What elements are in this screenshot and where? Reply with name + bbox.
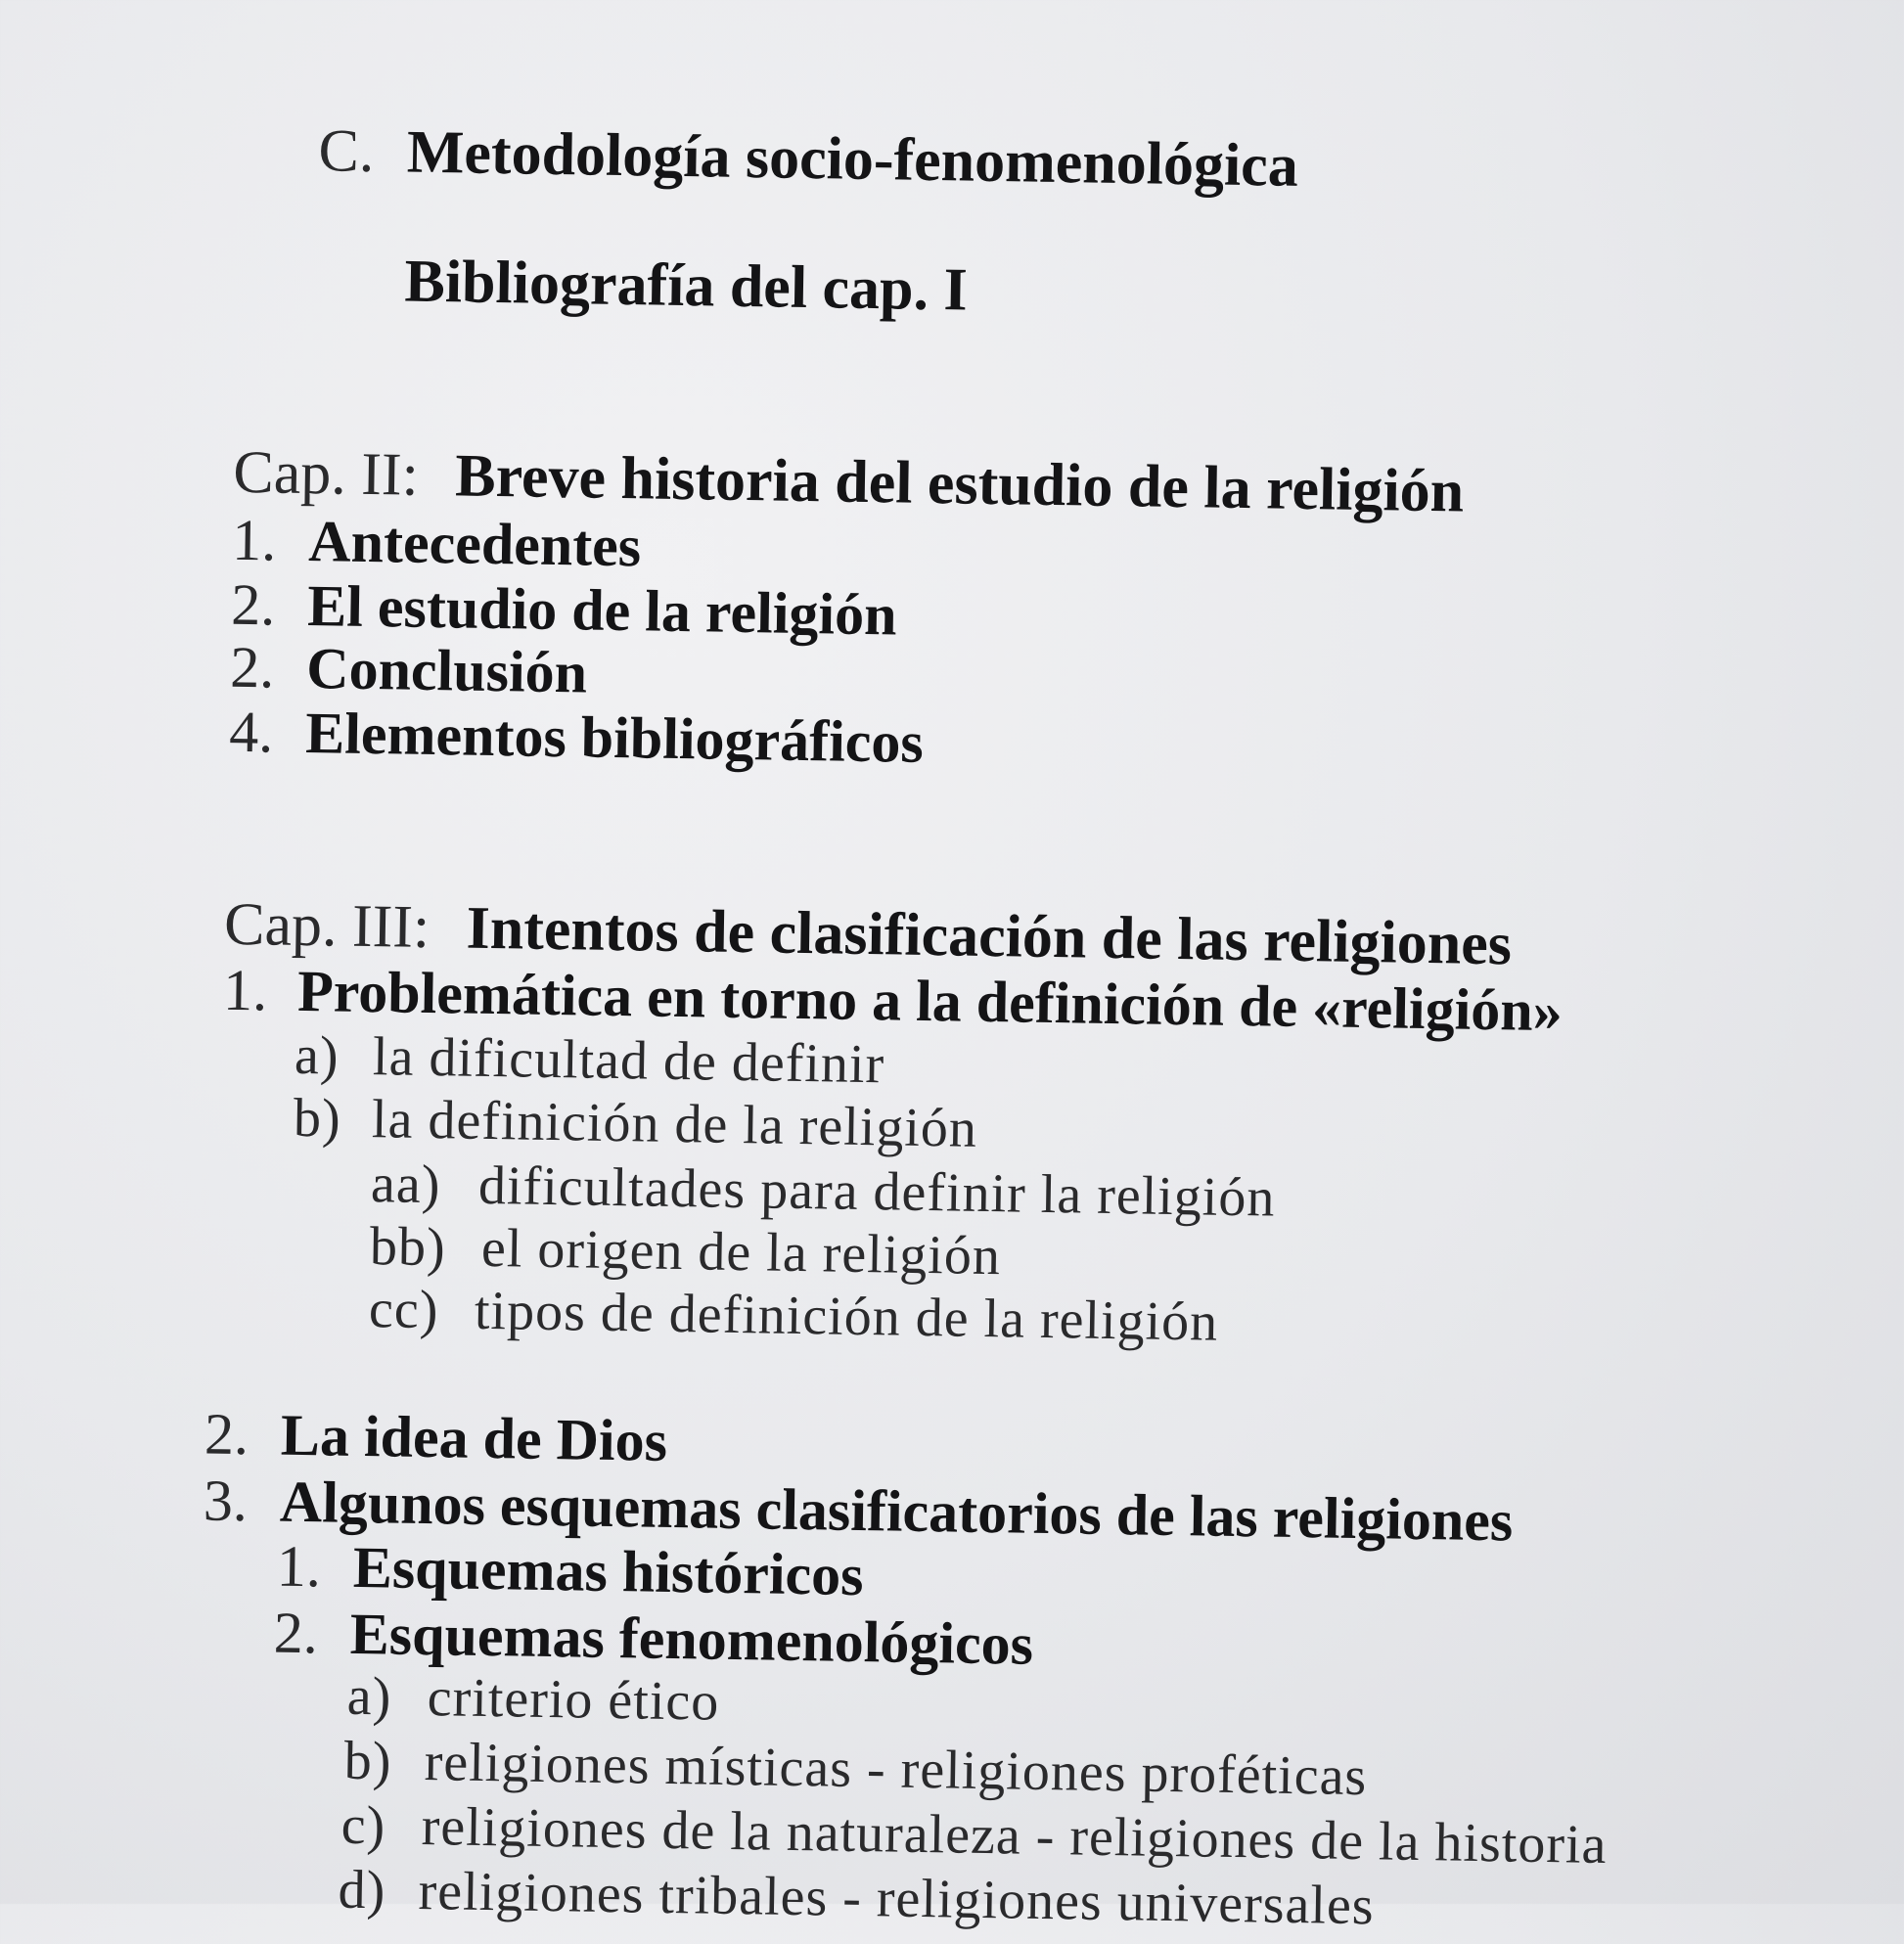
cap3-item-1-a-text: la dificultad de definir <box>372 1026 885 1096</box>
cap3-item-3-c-text: religiones de la naturaleza - religiones de la historia <box>421 1795 1608 1876</box>
cap3-item-3-d-label: d) <box>338 1859 386 1921</box>
cap3-item-3-sub-1-num: 1. <box>276 1533 322 1600</box>
cap2-item-2-text: El estudio de la religión <box>306 573 898 648</box>
cap2-title: Breve historia del estudio de la religión <box>454 442 1465 525</box>
cap2-item-4-num: 4. <box>228 699 274 765</box>
cap2-item-2 <box>230 571 898 648</box>
cap3-item-1-b-label: b) <box>293 1087 342 1150</box>
cap2-item-2-num: 2. <box>230 571 276 638</box>
cap2-item-3 <box>229 634 588 705</box>
cap3-item-1-cc-text: tipos de definición de la religión <box>474 1280 1219 1353</box>
cap3-item-3-sub-2-text: Esquemas fenomenológicos <box>349 1601 1034 1677</box>
bibliography-cap1: Bibliografía del cap. I <box>404 248 969 324</box>
cap3-item-1-cc-label: cc) <box>368 1279 439 1341</box>
cap3-item-3-c-label: c) <box>340 1794 386 1857</box>
cap3-item-3-b <box>343 1730 1368 1808</box>
cap3-item-3-sub-1-text: Esquemas históricos <box>352 1534 865 1608</box>
cap3-item-1-a-label: a) <box>294 1024 340 1087</box>
section-c-heading <box>318 117 1299 200</box>
cap3-item-1-num: 1. <box>222 957 268 1023</box>
cap3-item-1-bb <box>369 1216 1002 1288</box>
cap2-item-3-text: Conclusión <box>305 636 588 705</box>
cap2-item-4 <box>228 699 925 775</box>
cap3-item-3-d-text: religiones tribales - religiones universales <box>418 1860 1376 1937</box>
cap3-item-3-b-text: religiones místicas - religiones proféticas <box>424 1732 1368 1808</box>
cap3-item-1-text: Problemática en torno a la definición de «religión» <box>296 958 1564 1044</box>
cap3-item-1-b-text: la definición de la religión <box>371 1089 978 1159</box>
cap3-item-1-b <box>293 1087 978 1159</box>
cap3-item-1-aa-label: aa) <box>370 1153 441 1216</box>
cap3-item-3-sub-2 <box>273 1600 1034 1677</box>
cap3-title: Intentos de clasificación de las religiones <box>466 894 1513 978</box>
section-c-title: Metodología socio-fenomenológica <box>406 118 1299 200</box>
cap3-label: Cap. III: <box>223 890 431 962</box>
cap3-item-3-text: Algunos esquemas clasificatorios de las religiones <box>279 1469 1514 1554</box>
cap3-item-3-c <box>340 1794 1608 1876</box>
cap3-item-2-text: La idea de Dios <box>280 1402 668 1473</box>
cap3-item-3-a <box>346 1665 720 1733</box>
cap3-item-3-d <box>338 1859 1376 1937</box>
cap3-item-1-aa <box>370 1153 1276 1229</box>
cap3-item-2 <box>204 1401 668 1473</box>
cap3-item-3-a-label: a) <box>346 1665 392 1728</box>
cap3-item-2-num: 2. <box>204 1401 249 1468</box>
cap3-item-1-cc <box>368 1279 1219 1353</box>
cap2-item-1-num: 1. <box>231 507 277 573</box>
cap3-item-1-bb-text: el origen de la religión <box>480 1217 1002 1288</box>
cap3-item-1-aa-text: dificultades para definir la religión <box>477 1154 1276 1229</box>
cap2-item-4-text: Elementos bibliográficos <box>304 701 925 775</box>
cap3-item-3-b-label: b) <box>343 1730 392 1792</box>
cap2-item-1-text: Antecedentes <box>307 509 642 579</box>
cap2-label: Cap. II: <box>232 438 420 509</box>
cap3-item-3-a-text: criterio ético <box>427 1667 720 1733</box>
cap3-item-3-num: 3. <box>203 1468 249 1534</box>
cap3-item-3-sub-1 <box>276 1533 865 1608</box>
cap3-item-3-sub-2-num: 2. <box>273 1600 319 1666</box>
section-c-label: C. <box>318 117 376 186</box>
cap2-item-1 <box>231 507 642 579</box>
cap3-item-1-a <box>294 1024 885 1096</box>
cap2-item-3-num: 2. <box>229 634 275 701</box>
cap3-item-1-bb-label: bb) <box>369 1216 447 1279</box>
